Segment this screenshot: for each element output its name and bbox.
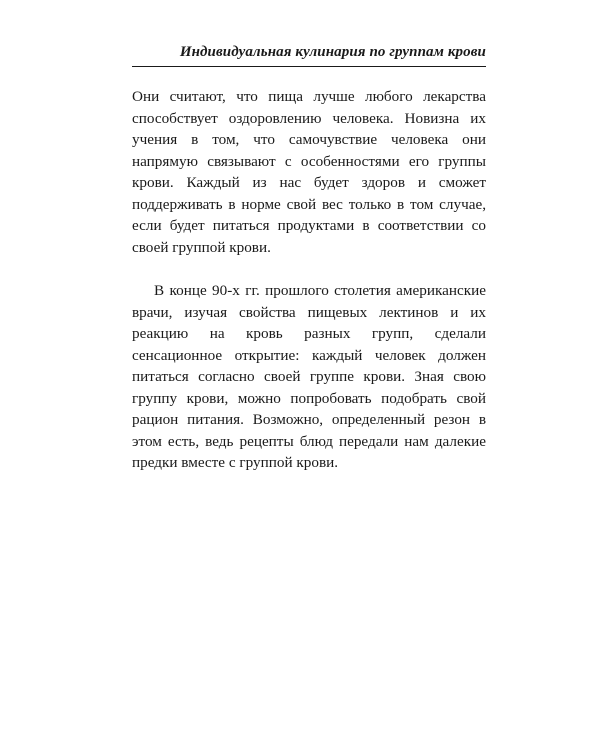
body-text xyxy=(132,86,486,474)
header-rule xyxy=(132,66,486,67)
running-header-title: Индивидуальная кулинария по группам крови xyxy=(179,44,486,60)
paragraph-2: В конце 90-х гг. прошлого столетия американские врачи, изучая свойства пищевых лектинов и их реакцию на кровь разных групп, сделали сенсационное открытие: каждый человек должен питаться согласно своей группе крови. Зная свою группу крови, можно попробовать подобрать свой рацион питания. Возможно, определенный резон в этом есть, ведь рецепты блюд передали нам далекие предки вместе с группой крови. xyxy=(132,282,486,471)
paragraph-spacer xyxy=(132,258,486,280)
paragraph-1: Они считают, что пища лучше любого лекарства способствует оздоровлению человека. Новизна их учения в том, что самочувствие человека они напрямую связывают с особенностями его группы крови. Каждый из нас будет здоров и сможет поддерживать в норме свой вес только в том случае, если будет питаться продуктами в соответствии со своей группой крови. xyxy=(132,88,486,256)
